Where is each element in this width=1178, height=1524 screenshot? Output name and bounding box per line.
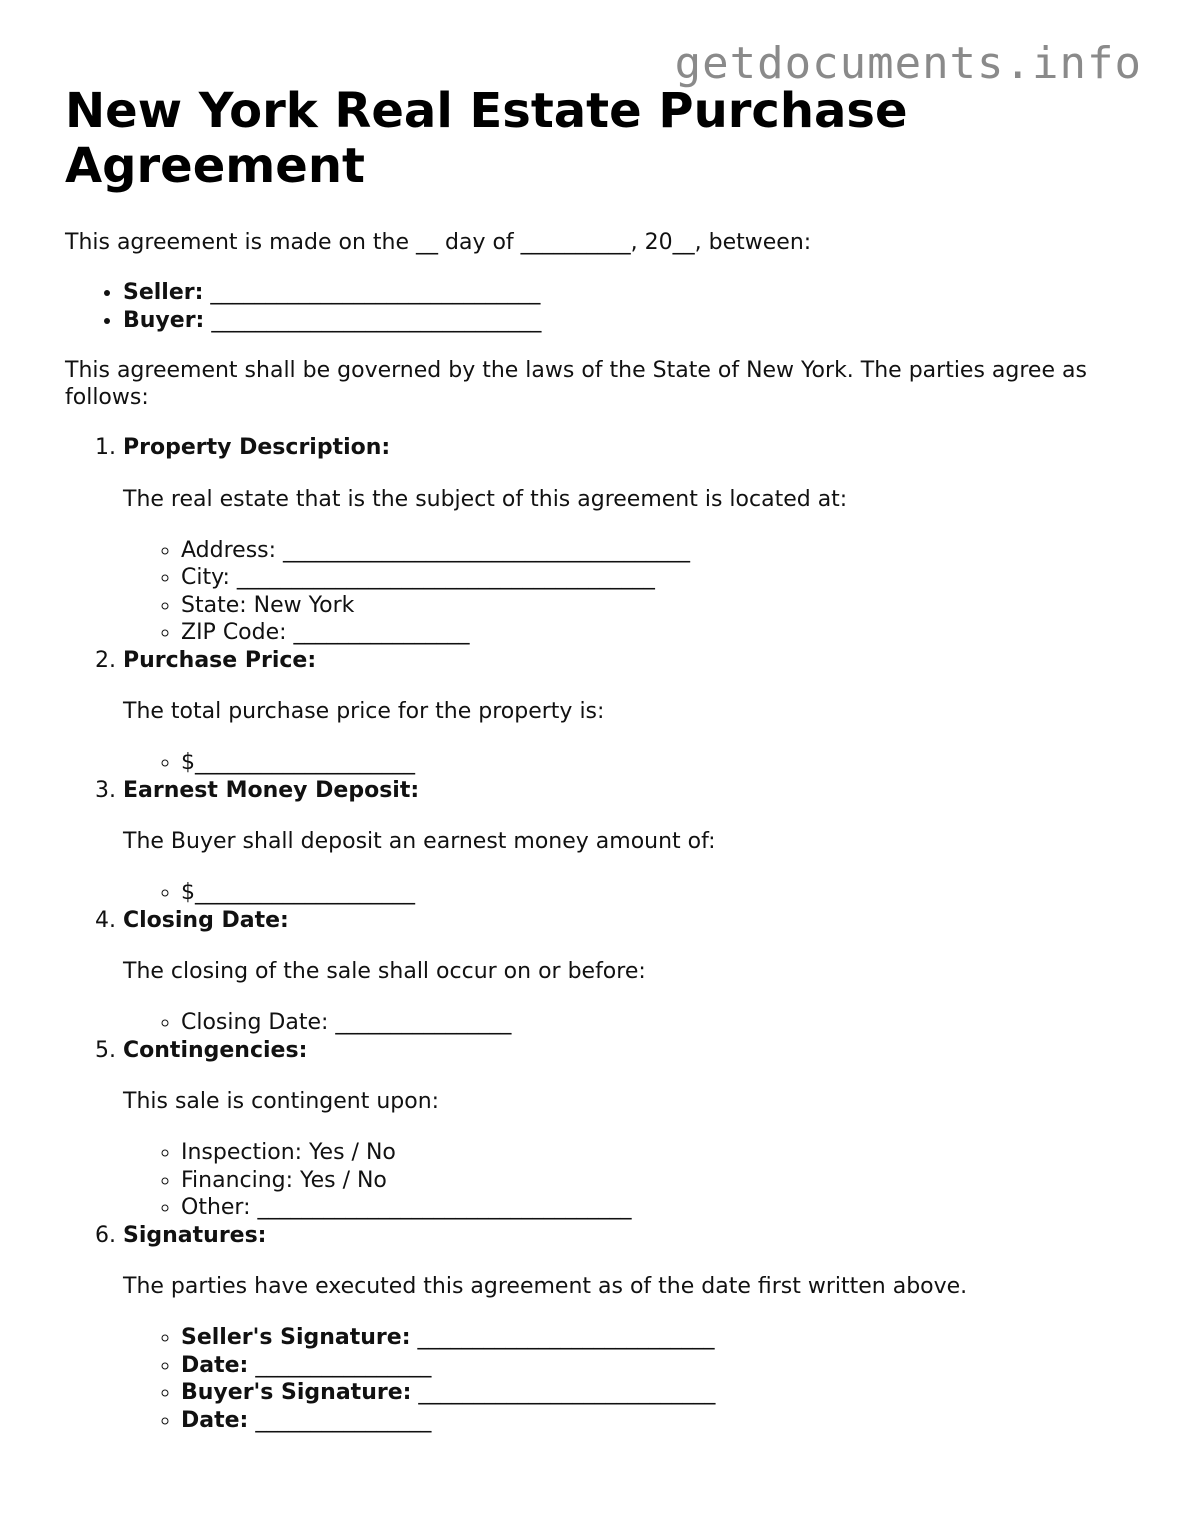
item-text: ________________ xyxy=(255,1407,432,1433)
section-purchase-price xyxy=(123,647,1125,777)
item-label: Buyer's Signature: xyxy=(181,1380,412,1405)
governing-paragraph: This agreement shall be governed by the laws of the State of New York. The parties agree as follows: xyxy=(65,358,1087,410)
party-buyer xyxy=(123,307,1125,335)
section-description: The closing of the sale shall occur on or before: xyxy=(123,959,646,984)
section-item xyxy=(181,1407,1125,1435)
item-text: City: ______________________________________ xyxy=(181,565,655,590)
item-text: $____________________ xyxy=(181,750,415,775)
section-item xyxy=(181,1167,1125,1195)
party-blank: ______________________________ xyxy=(210,280,541,305)
section-heading: Signatures: xyxy=(123,1222,267,1248)
section-items xyxy=(123,749,1125,777)
item-text: Closing Date: ________________ xyxy=(181,1010,512,1035)
section-description: This sale is contingent upon: xyxy=(123,1089,440,1114)
section-item xyxy=(181,1352,1125,1380)
item-text: ________________ xyxy=(255,1352,432,1378)
item-text: ___________________________ xyxy=(418,1380,716,1405)
item-text: Financing: Yes / No xyxy=(181,1167,387,1193)
section-property-description xyxy=(123,434,1125,647)
section-closing-date xyxy=(123,907,1125,1037)
party-seller xyxy=(123,279,1125,307)
section-item xyxy=(181,1379,1125,1407)
section-items xyxy=(123,1324,1125,1434)
section-item xyxy=(181,1194,1125,1222)
page-title: New York Real Estate Purchase Agreement xyxy=(65,83,908,194)
party-label: Seller: xyxy=(123,280,204,305)
item-text: $____________________ xyxy=(181,880,415,905)
section-item xyxy=(181,537,1125,565)
item-text: ZIP Code: ________________ xyxy=(181,620,470,645)
section-heading: Earnest Money Deposit: xyxy=(123,777,420,803)
parties-list xyxy=(65,279,1125,334)
section-items xyxy=(123,879,1125,907)
section-heading: Purchase Price: xyxy=(123,647,317,673)
section-item xyxy=(181,619,1125,647)
section-item xyxy=(181,1139,1125,1167)
section-items xyxy=(123,1139,1125,1222)
item-text: ___________________________ xyxy=(417,1325,715,1350)
intro-paragraph: This agreement is made on the __ day of __________, 20__, between: xyxy=(65,230,812,255)
section-item xyxy=(181,564,1125,592)
watermark: getdocuments.info xyxy=(674,38,1142,89)
section-heading: Property Description: xyxy=(123,435,391,460)
item-label: Seller's Signature: xyxy=(181,1325,411,1350)
item-label: Date: xyxy=(181,1407,249,1433)
party-label: Buyer: xyxy=(123,307,205,333)
item-label: Date: xyxy=(181,1352,249,1378)
sections-list xyxy=(65,434,1125,1434)
section-description: The real estate that is the subject of this agreement is located at: xyxy=(123,486,848,512)
section-heading: Closing Date: xyxy=(123,907,289,933)
section-description: The Buyer shall deposit an earnest money amount of: xyxy=(123,829,716,854)
section-item xyxy=(181,1009,1125,1037)
section-items xyxy=(123,537,1125,647)
section-description: The total purchase price for the property is: xyxy=(123,699,605,724)
section-item xyxy=(181,879,1125,907)
section-item xyxy=(181,1324,1125,1352)
item-text: Other: __________________________________ xyxy=(181,1195,632,1220)
section-signatures xyxy=(123,1222,1125,1435)
section-heading: Contingencies: xyxy=(123,1037,308,1063)
item-text: Address: _____________________________________ xyxy=(181,537,691,563)
item-text: State: New York xyxy=(181,592,355,618)
document-page xyxy=(65,84,1125,1434)
section-items xyxy=(123,1009,1125,1037)
party-blank: ______________________________ xyxy=(211,307,542,333)
section-description: The parties have executed this agreement as of the date first written above. xyxy=(123,1274,968,1299)
section-earnest-money-deposit xyxy=(123,777,1125,907)
section-item xyxy=(181,749,1125,777)
item-text: Inspection: Yes / No xyxy=(181,1140,396,1165)
section-item xyxy=(181,592,1125,620)
section-contingencies xyxy=(123,1037,1125,1222)
